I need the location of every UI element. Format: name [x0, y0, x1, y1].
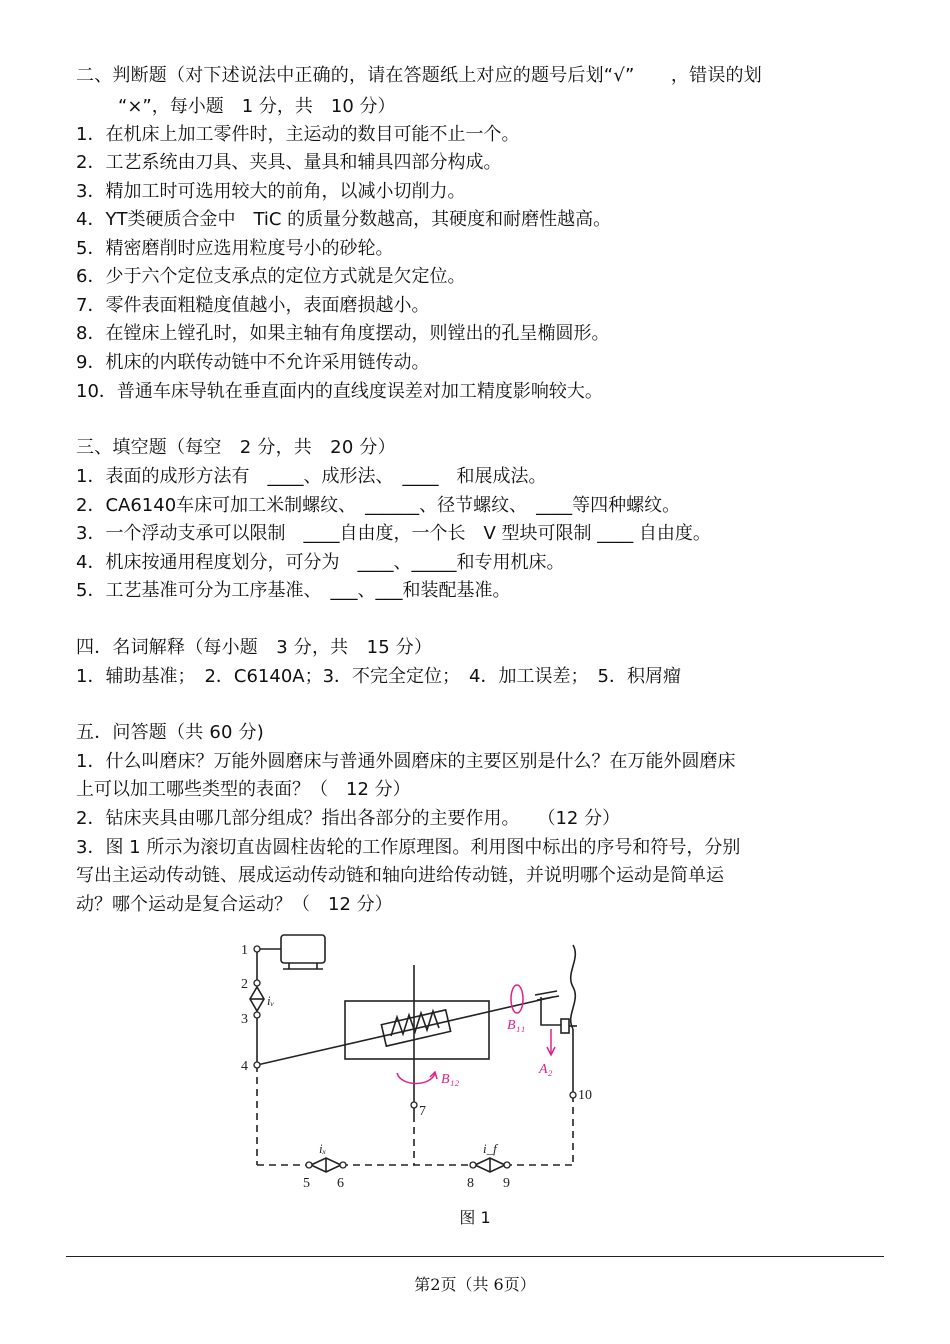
label-8: 8 [467, 1176, 474, 1191]
qa-line: 上可以加工哪些类型的表面？（ 12 分） [76, 779, 411, 800]
label-b12: B₁₂ [441, 1072, 460, 1087]
judge-heading-cont: “×”，每小题 1 分，共 10 分） [118, 96, 396, 117]
judge-item: 2．工艺系统由刀具、夹具、量具和辅具四部分构成。 [76, 152, 502, 173]
label-3: 3 [241, 1012, 248, 1027]
label-b11: B₁₁ [507, 1018, 526, 1033]
footer-divider [66, 1256, 884, 1257]
label-2: 2 [241, 977, 248, 992]
fill-heading: 三、填空题（每空 2 分，共 20 分） [76, 437, 396, 458]
fill-item: 2．CA6140车床可加工米制螺纹、 ______、径节螺纹、 ____等四种螺纹。 [76, 495, 681, 516]
label-9: 9 [503, 1176, 510, 1191]
judge-item: 8．在镗床上镗孔时，如果主轴有角度摆动，则镗出的孔呈椭圆形。 [76, 323, 610, 344]
judge-item: 3．精加工时可选用较大的前角，以减小切削力。 [76, 181, 466, 202]
feed-screw [571, 945, 576, 1029]
fill-item: 5．工艺基准可分为工序基准、 ___、___和装配基准。 [76, 580, 511, 601]
qa-line: 2．钻床夹具由哪几部分组成？指出各部分的主要作用。 （12 分） [76, 808, 621, 829]
fill-item: 4．机床按通用程度划分，可分为 ____、_____和专用机床。 [76, 552, 565, 573]
label-a2: A₂ [539, 1062, 553, 1077]
fill-item: 3．一个浮动支承可以限制 ____自由度，一个长 V 型块可限制 ____ 自由度。 [76, 523, 711, 544]
judge-item: 1．在机床上加工零件时，主运动的数目可能不止一个。 [76, 124, 520, 145]
label-if: i_f [483, 1141, 497, 1156]
qa-line: 写出主运动传动链、展成运动传动链和轴向进给传动链，并说明哪个运动是简单运 [76, 865, 724, 886]
qa-line: 3．图 1 所示为滚切直齿圆柱齿轮的工作原理图。利用图中标出的序号和符号，分别 [76, 837, 741, 858]
terms-items: 1．辅助基准； 2．C6140A；3．不完全定位； 4．加工误差； 5．积屑瘤 [76, 666, 681, 687]
judge-item: 5．精密磨削时应选用粒度号小的砂轮。 [76, 238, 394, 259]
label-10: 10 [578, 1088, 592, 1103]
qa-line: 动？哪个运动是复合运动？（ 12 分） [76, 894, 393, 915]
label-5: 5 [303, 1176, 310, 1191]
label-7: 7 [419, 1104, 426, 1119]
page-number: 第2页（共 6页） [414, 1275, 536, 1294]
judge-item: 4．YT类硬质合金中 TiC 的质量分数越高，其硬度和耐磨性越高。 [76, 209, 612, 230]
judge-item: 10．普通车床导轨在垂直面内的直线度误差对加工精度影响较大。 [76, 381, 603, 402]
b12-rotation-arrow [397, 1073, 435, 1084]
b11-rotation-arrow [511, 985, 523, 1013]
label-6: 6 [337, 1176, 344, 1191]
hobbing-principle-diagram [225, 925, 645, 1200]
label-4: 4 [241, 1059, 248, 1074]
label-ix: iₓ [319, 1141, 327, 1156]
terms-heading: 四．名词解释（每小题 3 分，共 15 分） [76, 637, 433, 658]
hob-housing [345, 1001, 489, 1059]
judge-heading: 二、判断题（对下述说法中正确的，请在答题纸上对应的题号后划“√” ，错误的划 [76, 65, 762, 86]
label-1: 1 [241, 943, 248, 958]
qa-line: 1．什么叫磨床？万能外圆磨床与普通外圆磨床的主要区别是什么？在万能外圆磨床 [76, 751, 736, 772]
qa-heading: 五．问答题（共 60 分) [76, 722, 264, 743]
label-iv: iᵥ [267, 993, 275, 1008]
judge-item: 7．零件表面粗糙度值越小，表面磨损越小。 [76, 295, 430, 316]
judge-item: 9．机床的内联传动链中不允许采用链传动。 [76, 352, 430, 373]
figure-caption: 图 1 [459, 1208, 491, 1227]
fill-item: 1．表面的成形方法有 ____、成形法、 ____ 和展成法。 [76, 466, 547, 487]
motor-body [281, 935, 325, 963]
judge-item: 6．少于六个定位支承点的定位方式就是欠定位。 [76, 266, 466, 287]
